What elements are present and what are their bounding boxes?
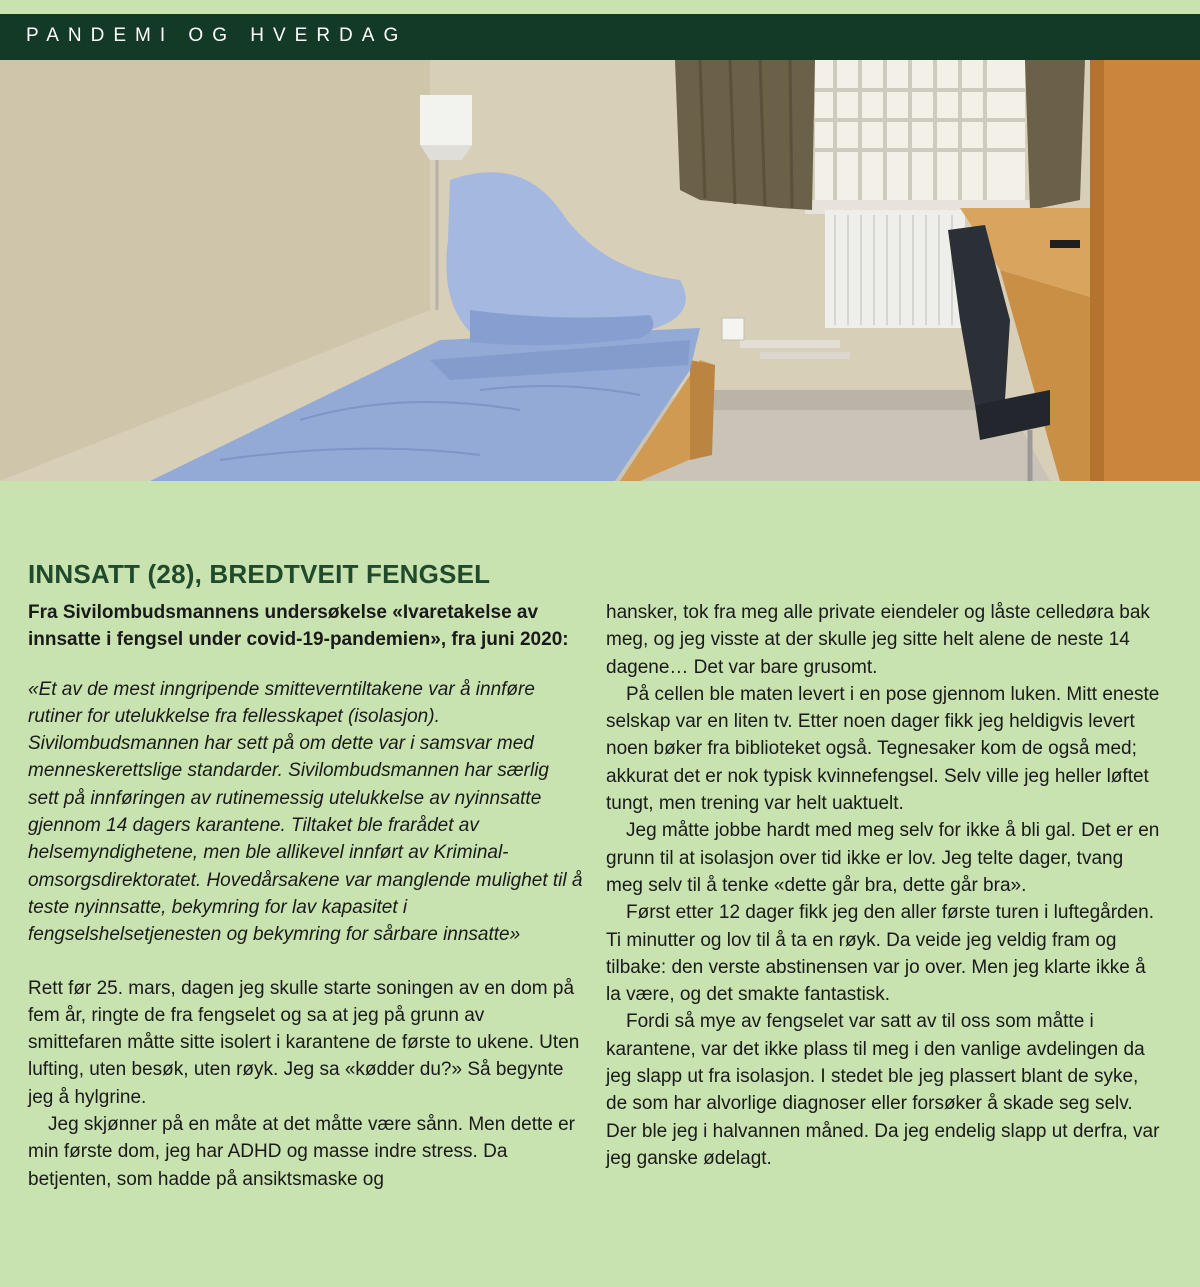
window <box>815 60 1025 210</box>
section-label: PANDEMI OG HVERDAG <box>26 25 408 46</box>
wall-socket <box>722 318 744 340</box>
section-header-bar <box>0 14 1200 60</box>
prison-cell-photo <box>0 60 1200 481</box>
bed-frame-side <box>690 360 715 460</box>
body-paragraph: Først etter 12 dager fikk jeg den aller første turen i luftegården. Ti minutter og lov til å ta en røyk. Da veide jeg veldig fram og tilbake: den verste abstinensen var jo over. Men jeg klarte ikke å la være, og det smakte fantastisk. <box>606 902 1155 1006</box>
article <box>0 481 1200 1287</box>
left-column <box>28 599 583 1193</box>
body-paragraph: Fordi så mye av fengselet var satt av til oss som måtte i karantene, var det ikke plass til meg i den vanlige avdelingen da jeg slapp ut fra isolasjon. I stedet ble jeg plassert blant de syke, de som har alvorlige diagnoser eller forsøker å skade seg selv. Der ble jeg i halvannen måned. Da jeg endelig slapp ut derfra, var jeg ganske ødelagt. <box>606 1011 1160 1169</box>
remote-control <box>1050 240 1080 248</box>
reading-lamp <box>420 95 472 145</box>
radiator <box>825 210 965 328</box>
body-paragraph: Jeg måtte jobbe hardt med meg selv for ikke å bli gal. Det er en grunn til at isolasjon over tid ikke er lov. Jeg telte dager, tvang meg selv til å tenke «dette går bra, dette går bra». <box>606 820 1160 896</box>
body-paragraph: Jeg skjønner på en måte at det måtte være sånn. Men dette er min første dom, jeg har ADHD og masse indre stress. Da betjenten, som hadde på ansiktsmaske og <box>28 1114 575 1190</box>
pipe <box>740 340 840 348</box>
quote-paragraph: «Et av de mest inngripende smitteverntiltakene var å innføre rutiner for utelukkelse fra fellesskapet (isolasjon). Sivilombudsmannen har sett på om dette var i samsvar med menneskerettslige standarder. Sivilombudsmannen har særlig sett på innføringen av rutinemessig utelukkelse av nyinnsatte gjennom 14 dagers karantene. Tiltaket ble frarådet av helsemyndighetene, men ble allikevel innført av Kriminal-omsorgsdirektoratet. Hovedårsakene var manglende mulighet til å teste nyinnsatte, bekymring for lav kapasitet i fengselshelsetjenesten og bekymring for sårbare innsatte» <box>28 678 583 946</box>
pipe-2 <box>760 352 850 359</box>
headline: INNSATT (28), BREDTVEIT FENGSEL <box>28 559 491 589</box>
curtain-right <box>1025 60 1085 210</box>
body-paragraph: På cellen ble maten levert i en pose gjennom luken. Mitt eneste selskap var en liten tv. Etter noen dager fikk jeg heldigvis levert noen bøker fra biblioteket også. Tegnesaker kom de også med; akkurat det er nok typisk kvinnefengsel. Selv ville jeg heller løftet tungt, men trening var helt uaktuelt. <box>606 683 1160 815</box>
right-column <box>606 599 1161 1172</box>
body-paragraph: hansker, tok fra meg alle private eiendeler og låste celledøra bak meg, og jeg visste at der skulle jeg sitte helt alene de neste 14 dagene… Det var bare grusomt. <box>606 602 1150 678</box>
prison-cell-illustration <box>0 60 1200 481</box>
lead-paragraph: Fra Sivilombudsmannens undersøkelse «Ivaretakelse av innsatte i fengsel under covid-19-pandemien», fra juni 2020: <box>28 602 569 651</box>
wardrobe-edge <box>1090 60 1104 481</box>
wardrobe <box>1090 60 1200 481</box>
floor-shadow <box>690 390 1010 410</box>
curtain-left <box>675 60 815 210</box>
body-paragraph: Rett før 25. mars, dagen jeg skulle starte soningen av en dom på fem år, ringte de fra fengselet og sa at jeg på grunn av smittefaren måtte sitte isolert i karantene de første to ukene. Uten lufting, uten besøk, uten røyk. Jeg sa «kødder du?» Så begynte jeg å hylgrine. <box>28 977 580 1108</box>
